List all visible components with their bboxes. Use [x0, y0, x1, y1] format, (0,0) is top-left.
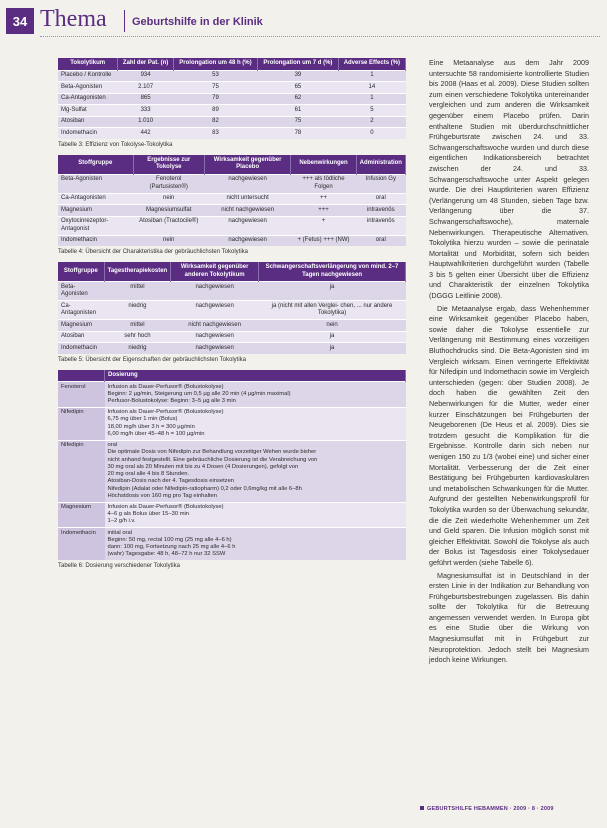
header-divider [124, 10, 125, 32]
table-cell: nachgewiesen [171, 301, 259, 320]
table-header-cell: Tagestherapiekosten [104, 262, 171, 282]
table-header-cell: Ergebnisse zur Tokolyse [133, 155, 204, 175]
table-row [58, 440, 406, 502]
table-cell: 62 [258, 93, 339, 105]
tables-column [58, 58, 406, 576]
table-cell: nicht nachgewiesen [204, 205, 291, 217]
table-cell: mittel [104, 282, 171, 301]
dosage-line: Nifedipin (Adalat oder Nifedipin-ratiopharm) 0,2 oder 0,6mg/kg mit alle 6–8h [107, 485, 302, 492]
dosage-line: Infusion als Dauer-Perfusor® (Bolustokolyse) [107, 504, 224, 511]
table-cell: 82 [173, 116, 257, 128]
dosage-line: 30 mg oral als 20 Minuten mit bis zu 4 Dosen (4 Dosierungen), gefolgt von [107, 463, 299, 470]
table-cell: Magnesiumsulfat [133, 205, 204, 217]
table-header-row [58, 262, 406, 282]
table-cell: niedrig [104, 343, 171, 354]
table-cell: nachgewiesen [204, 216, 291, 235]
table-cell: 14 [338, 82, 405, 94]
table-cell: ja [259, 282, 406, 301]
dosage-line: oral [107, 442, 118, 449]
characteristics-table [58, 155, 406, 247]
table-header-cell: Adverse Effects (%) [338, 58, 405, 70]
table-cell: Fenoterol (Partusisten®) [133, 174, 204, 193]
dosage-cell [105, 528, 406, 560]
table-header-cell: Nebenwirkungen [291, 155, 356, 175]
dosage-line: Beginn: 50 mg, rectal 100 mg (25 mg alle 4–6 h) [107, 536, 232, 543]
table-cell: Beta-Agonisten [58, 82, 118, 94]
table-header-row [58, 155, 406, 175]
table-cell: nein [133, 235, 204, 246]
drug-cell: Nifedipin [58, 440, 105, 502]
table-cell: Ca-Antagonisten [58, 93, 118, 105]
table-cell: 83 [173, 128, 257, 139]
drug-cell: Fenoterol [58, 382, 105, 408]
drug-cell: Nifedipin [58, 407, 105, 440]
table-row [58, 235, 406, 246]
table-cell: ++ [291, 193, 356, 205]
table-cell: 65 [258, 82, 339, 94]
table-row [58, 205, 406, 217]
table-header-row [58, 370, 406, 382]
table-header-cell: Prolongation um 48 h (%) [173, 58, 257, 70]
efficiency-table [58, 58, 406, 139]
table-cell: 79 [173, 93, 257, 105]
table-cell: 865 [118, 93, 174, 105]
table-cell: Atosiban [58, 116, 118, 128]
table-row [58, 82, 406, 94]
table-cell: 1 [338, 70, 405, 82]
table-header-cell: Administration [356, 155, 405, 175]
table-cell: 442 [118, 128, 174, 139]
footer-text: GEBURTSHILFE HEBAMMEN · 2009 · 8 · 2009 [427, 806, 554, 812]
table-cell: 61 [258, 105, 339, 117]
table-header-cell: Tokolytikum [58, 58, 118, 70]
dosage-cell [105, 407, 406, 440]
dosage-table [58, 370, 406, 561]
table-cell: nachgewiesen [204, 235, 291, 246]
table-row [58, 216, 406, 235]
table-cell: nachgewiesen [204, 174, 291, 193]
table-cell: Beta-Agonisten [58, 282, 104, 301]
drug-cell: Magnesium [58, 502, 105, 528]
table-header-cell: Dosierung [105, 370, 406, 382]
table-row [58, 502, 406, 528]
table-cell: 2 [338, 116, 405, 128]
dosage-line: Infusion als Dauer-Perfusor® (Bolustokolyse) [107, 383, 224, 390]
table-cell: + [291, 216, 356, 235]
dosage-line: 18,00 mg/h über 3 h = 300 µg/min [107, 423, 195, 430]
table-cell: nicht untersucht [204, 193, 291, 205]
drug-cell: Indomethacin [58, 528, 105, 560]
table-cell: Magnesium [58, 205, 133, 217]
dosage-line: Atosiban-Dosis nach der 4. Tagesdosis einsetzen [107, 478, 235, 485]
table-header-cell: Wirksamkeit gegenüber anderen Tokolytikum [171, 262, 259, 282]
table-cell: ja [259, 331, 406, 343]
dosage-line: (wahr) Tagesgabe: 48 h, 48–72 h nur 32 SSW [107, 551, 226, 558]
table-cell: mittel [104, 320, 171, 332]
dosage-line: Die optimale Dosis von Nifedipin zur Behandlung vorzeitiger Wehen wurde bisher [107, 449, 317, 456]
table-caption: Tabelle 6: Dosierung verschiedener Tokolytika [58, 563, 180, 570]
table-cell: Mg-Sulfat [58, 105, 118, 117]
table-row [58, 320, 406, 332]
table-cell: 75 [173, 82, 257, 94]
table-cell: Oxytocinrezeptor-Antagonist [58, 216, 133, 235]
table-cell: 39 [258, 70, 339, 82]
table-header-cell: Schwangerschaftsverlängerung von mind. 2–7 Tagen nachgewiesen [259, 262, 406, 282]
table-cell: 53 [173, 70, 257, 82]
table-row [58, 174, 406, 193]
dosage-line: nicht anhand festgestellt. Eine gebräuchliche Dosierung ist die Verabreichung von [107, 456, 318, 463]
table-cell: Beta-Agonisten [58, 174, 133, 193]
table-header-cell: Stoffgruppe [58, 262, 104, 282]
table-cell: nein [133, 193, 204, 205]
table-row [58, 343, 406, 354]
table-cell: nicht nachgewiesen [171, 320, 259, 332]
dosage-line: 6,75 mg über 1 min (Bolus) [107, 416, 178, 423]
table-cell: intravenös [356, 205, 405, 217]
table-row [58, 193, 406, 205]
table-cell: 5 [338, 105, 405, 117]
dosage-line: Beginn: 2 µg/min, Steigerung um 0,5 µg alle 20 min (4 µg/min maximal) [107, 390, 291, 397]
table-row [58, 331, 406, 343]
table-cell: 2.107 [118, 82, 174, 94]
section-subtitle: Geburtshilfe in der Klinik [132, 16, 263, 28]
table-cell: 75 [258, 116, 339, 128]
dosage-line: Infusion als Dauer-Perfusor® (Bolustokolyse) [107, 409, 224, 416]
table-row [58, 382, 406, 408]
dosage-line: initial oral [107, 529, 132, 536]
table-cell: nachgewiesen [171, 282, 259, 301]
table-cell: 1.010 [118, 116, 174, 128]
dosage-cell [105, 502, 406, 528]
page-header [0, 8, 607, 34]
page-footer [420, 806, 554, 812]
table-header-cell [58, 370, 105, 382]
table-header-row [58, 58, 406, 70]
section-title: Thema [40, 6, 107, 32]
dosage-line: Höchstdosis von 160 mg pro Tag einhalten [107, 492, 217, 499]
footer-square-icon [420, 806, 424, 810]
table-cell: 333 [118, 105, 174, 117]
table-cell: + (Fetus) +++ (NW) [291, 235, 356, 246]
table-cell: Placebo / Kontrolle [58, 70, 118, 82]
table-row [58, 116, 406, 128]
table-cell: 934 [118, 70, 174, 82]
table-cell: intravenös [356, 216, 405, 235]
table-header-cell: Wirksamkeit gegenüber Placebo [204, 155, 291, 175]
table-cell: Indomethacin [58, 235, 133, 246]
table-cell: oral [356, 193, 405, 205]
dosage-line: 4–6 g als Bolus über 15–30 min [107, 511, 190, 518]
table-cell: oral [356, 235, 405, 246]
body-text-column [429, 58, 589, 668]
table-cell: ja (nicht mit allen Verglei- chen, ... nur andere Tokolytika) [259, 301, 406, 320]
table-row [58, 70, 406, 82]
table-row [58, 528, 406, 560]
table-row [58, 93, 406, 105]
table-cell: +++ als tödliche Folgen [291, 174, 356, 193]
body-paragraph: Die Metaanalyse ergab, dass Wehenhemmer eine Wirksamkeit gegenüber Placebo haben, sowie daher die Tokolyse essentielle zur Verlängerung mit Bestimmung eines vorzeitigen Bluthochdrucks sind. Die Beta-Agonisten sind im Vergleich wirksam. Einen verringerte Effektivität für Nifedipin und Indomethacin sowie im Vergleich unterschieden (gegen: über Studien 2008). Je doch haben die gewählten Zeit den Nebenwirkungen für die Mutter, weder einer kurzer Einschätzungen bei Frühgeburten der Neugeborenen (De Heus et al. 2009). Dies sie trotzdem gesucht die Komplikation für die Ergebnisse. Kontrolle darin sich neben nur wenigen 150 zu 1/3 (wobei eine) und sicher einer Mortalität. Verbesserung der die Zeit einer Bestätigung bei Frühgeburten kardiovaskulären und metabolischen Schwankungen für die Mutter. Aufgrund der gestellten Nebenwirkungsprofil für Tokolytika wurden so der Überwachung sekundär, die die Zeit wiederholte Wehenhemmer um Zeit und Geld sparen. Die Infusion möglich sonst mit gleicher Effektivität. Sowohl die Tokolyse als auch der Bolus ist Tagesdosis einer Tokolysedauer geführt werden (siehe Tabelle 6). [429, 303, 589, 567]
table-cell: Infusion Gy [356, 174, 405, 193]
table-cell: niedrig [104, 301, 171, 320]
table-cell: nein [259, 320, 406, 332]
table-cell: 89 [173, 105, 257, 117]
dosage-cell [105, 382, 406, 408]
table-cell: Magnesium [58, 320, 104, 332]
dosage-line: 1–2 g/h i.v. [107, 518, 136, 525]
properties-table [58, 262, 406, 354]
table-header-cell: Zahl der Pat. (n) [118, 58, 174, 70]
table-cell: 0 [338, 128, 405, 139]
table-cell: nachgewiesen [171, 331, 259, 343]
table-cell: Atosiban (Tractocile®) [133, 216, 204, 235]
table-caption: Tabelle 4: Übersicht der Charakteristika der gebräuchlichsten Tokolytika [58, 249, 248, 255]
table-cell: 1 [338, 93, 405, 105]
dosage-cell [105, 440, 406, 502]
table-cell: ja [259, 343, 406, 354]
table-row [58, 128, 406, 139]
table-row [58, 301, 406, 320]
dosage-line: 6,00 mg/h über 45–48 h = 100 µg/min [107, 430, 205, 437]
table-cell: 78 [258, 128, 339, 139]
table-caption: Tabelle 3: Effizienz von Tokolyse-Tokolytika [58, 141, 173, 148]
table-row [58, 105, 406, 117]
table-cell: Indomethacin [58, 128, 118, 139]
table-row [58, 407, 406, 440]
body-paragraph: Magnesiumsulfat ist in Deutschland in der ersten Linie in der Indikation zur Behandlung von Frühgeburtsbestrebungen zugelassen. Bis dahin sollte der Tokolytika für die Betreuung angemessen verwendet werden. In Europa gibt es eine Studie über die Wirkung von Magnesiumsulfat mit in Frühgeburt zur Neuroprotektion. Jedoch stellt bei Magnesium jedoch keine Wirkungen. [429, 570, 589, 665]
table-cell: Atosiban [58, 331, 104, 343]
table-header-cell: Prolongation um 7 d (%) [258, 58, 339, 70]
header-rule [40, 36, 600, 37]
dosage-line: dann: 100 mg, Fortsetzung nach 25 mg alle 4–6 h [107, 544, 236, 551]
table-caption: Tabelle 5: Übersicht der Eigenschaften der gebräuchlichsten Tokolytika [58, 356, 246, 363]
dosage-line: Perfusor-Bolustokolyse: Beginn: 3–5 µg alle 3 min [107, 397, 236, 404]
table-cell: Ca-Antagonisten [58, 193, 133, 205]
table-header-cell: Stoffgruppe [58, 155, 133, 175]
page-number: 34 [6, 8, 34, 34]
body-paragraph: Eine Metaanalyse aus dem Jahr 2009 untersuchte 58 randomisierte kontrollierte Studien bis 2008 (Haas et al. 2009). Diese Studien sollten zum einen verschiedene Tokolytika untereinander vergleichen und zum anderen die Wirksamkeit gegenüber einem Placebo prüfen. Darin enthaltene Studien mit überdurchschnittlicher Frühgeburtsrate zwischen 24. und 33. Schwangerschaftswoche wurden und durch diese eigentlichen Indikationsbereich betrachtet zwischen der 24. und 33. Schwangerschaftswoche unter Aspekt gelegen wurde. Die drei Hauptkriterien waren Effizienz (Verlängerung um 48 Stunden, sieben Tage bzw. Verlängerung über die 37. Schwangerschaftswoche), maternale Nebenwirkungen. Therapeutische Alternativen. Tokolytika hierzu wurden – sowie die perinatale Mortalität und Morbidität, sofern sich beiden Hauptwahlkriterien durchgeführt wurden (Tabelle 3 bis 5 gelten einer Übersicht über die Effizienz und Charakteristik der einzelnen Tokolytika (DGGG Leitlinie 2008). [429, 58, 589, 301]
table-cell: Ca-Antagonisten [58, 301, 104, 320]
table-cell: +++ [291, 205, 356, 217]
table-row [58, 282, 406, 301]
dosage-line: 20 mg oral alle 4 bis 8 Stunden. [107, 471, 190, 478]
table-cell: nachgewiesen [171, 343, 259, 354]
table-cell: sehr hoch [104, 331, 171, 343]
table-cell: Indomethacin [58, 343, 104, 354]
